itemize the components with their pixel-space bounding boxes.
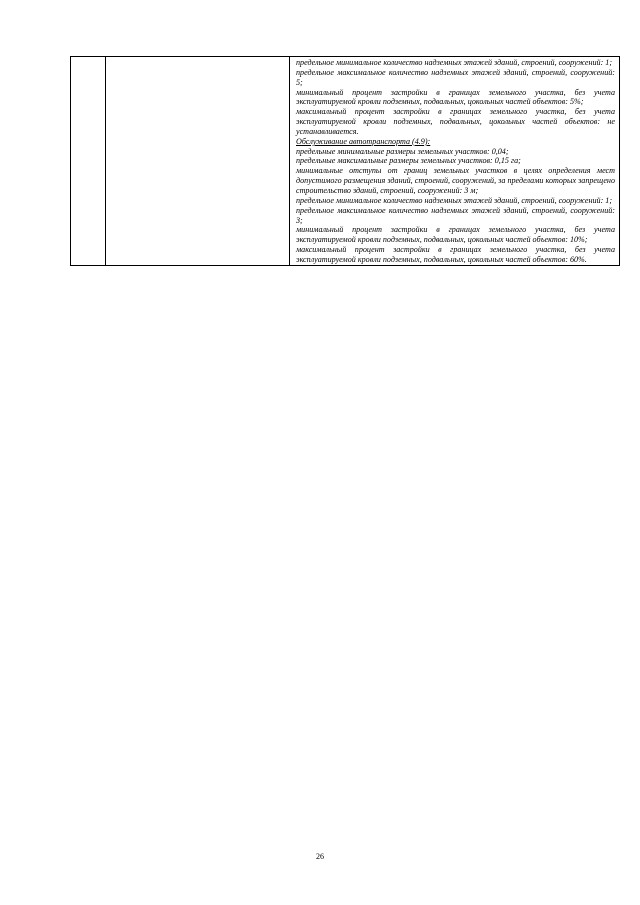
parameter-line: предельные минимальные размеры земельных участков: 0,04; bbox=[296, 146, 509, 156]
page-number: 26 bbox=[316, 852, 324, 861]
parameters-text bbox=[290, 57, 619, 265]
parameter-line: минимальные отступы от границ земельных участков в целях определения мест допустимого размещения зданий, строений, сооружений, за пределами которых запрещено строительство зданий, строений, сооружений: 3 м; bbox=[296, 166, 615, 195]
table-row bbox=[71, 57, 620, 266]
parameter-line: предельные максимальные размеры земельных участков: 0,15 га; bbox=[296, 156, 521, 166]
regulations-table bbox=[70, 56, 620, 266]
parameter-line: минимальный процент застройки в границах земельного участка, без учета эксплуатируемой кровли подземных, подвальных, цокольных частей объектов: 10%; bbox=[296, 225, 615, 245]
section-heading: Обслуживание автотранспорта (4.9): bbox=[296, 136, 431, 146]
parameter-line: предельное максимальное количество надземных этажей зданий, строений, сооружений: 3; bbox=[296, 205, 615, 225]
table-cell-zone bbox=[106, 57, 290, 266]
table-cell-parameters bbox=[290, 57, 620, 266]
parameter-line: минимальный процент застройки в границах земельного участка, без учета эксплуатируемой кровли подземных, подвальных, цокольных частей объектов: 5%; bbox=[296, 87, 615, 107]
parameter-line: максимальный процент застройки в границах земельного участка, без учета эксплуатируемой кровли подземных, подвальных, цокольных частей объектов: 60%. bbox=[296, 245, 615, 264]
parameter-line: предельное минимальное количество надземных этажей зданий, строений, сооружений: 1; bbox=[296, 58, 613, 67]
parameter-line: максимальный процент застройки в границах земельного участка, без учета эксплуатируемой кровли подземных, подвальных, цокольных частей объектов: не устанавливается. bbox=[296, 107, 615, 136]
table-cell-number bbox=[71, 57, 106, 266]
parameter-line: предельное минимальное количество надземных этажей зданий, строений, сооружений: 1; bbox=[296, 195, 613, 205]
parameter-line: предельное максимальное количество надземных этажей зданий, строений, сооружений: 5; bbox=[296, 67, 615, 87]
